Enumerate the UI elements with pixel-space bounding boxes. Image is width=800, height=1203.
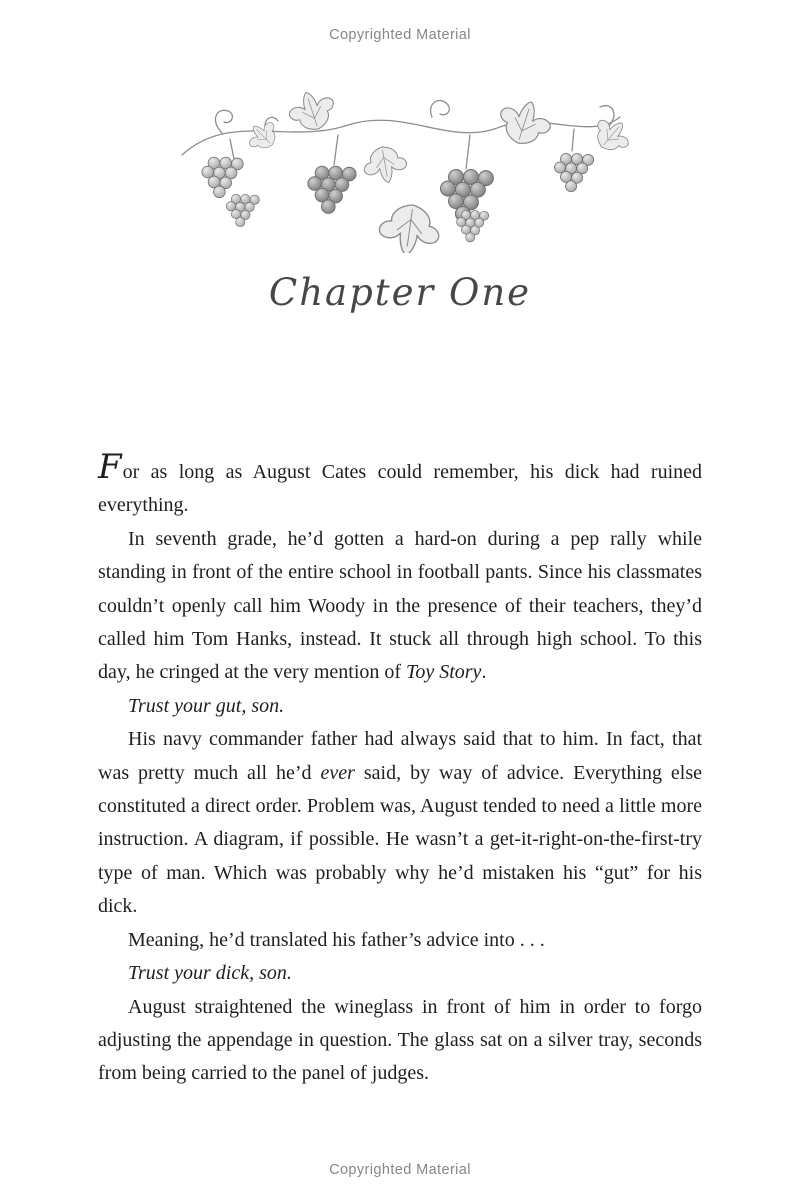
text-run-italic: Toy Story [406, 661, 482, 684]
drop-cap: F [98, 447, 123, 487]
text-run: said, by way of advice. Everything else constituted a direct order. Problem was, August tended to need a little more instruction. A diagram, if possible. He wasn’t a get-it-right-on-the-first-try type of man. Which was probably why he’d mistaken his “gut” for his dick. [98, 761, 702, 918]
copyright-notice-top: Copyrighted Material [329, 27, 471, 43]
text-run-italic: Trust your dick, son. [128, 962, 292, 985]
paragraph [98, 690, 702, 723]
text-run: August straightened the wineglass in front of him in order to forgo adjusting the appendage in question. The glass sat on a silver tray, seconds from being carried to the panel of judges. [98, 995, 702, 1085]
body-text [98, 447, 702, 1091]
text-run: . [481, 661, 487, 684]
paragraph [98, 523, 702, 690]
chapter-title: Chapter One [268, 271, 532, 314]
text-run: In seventh grade, he’d gotten a hard-on during a pep rally while standing in front of the entire school in football pants. Since his classmates couldn’t openly call him Woody in the presence of their teachers, they’d called him Tom Hanks, instead. It stuck all through high school. To this day, he cringed at the very mention of [98, 527, 702, 684]
text-run: His navy commander father had always said that to him. In fact, that was pretty much all he’d [98, 728, 702, 784]
text-run: Meaning, he’d translated his father’s advice into . . . [128, 928, 545, 951]
paragraph [98, 723, 702, 923]
text-run-italic: ever [320, 761, 355, 784]
grapevine-illustration [0, 83, 800, 255]
text-run-italic: Trust your gut, son. [128, 694, 285, 717]
paragraph [98, 991, 702, 1091]
copyright-notice-bottom: Copyrighted Material [329, 1162, 471, 1178]
text-run: or as long as August Cates could remember, his dick had ruined everything. [98, 461, 702, 517]
grapevine-svg [170, 83, 630, 253]
paragraph [98, 924, 702, 957]
paragraph [98, 957, 702, 990]
paragraph [98, 447, 702, 523]
